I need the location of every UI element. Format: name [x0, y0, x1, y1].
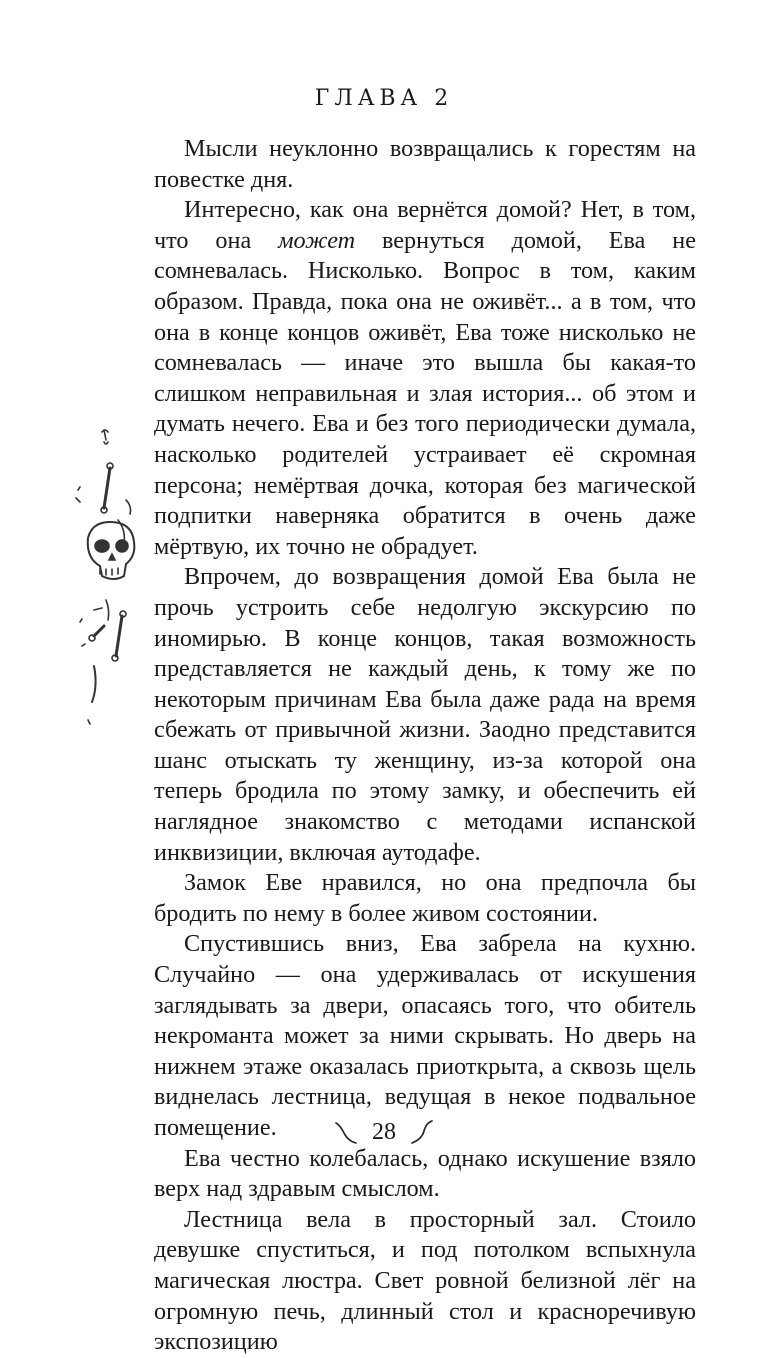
paragraph-part: Интересно, как она вернётся домой? Нет, в том, что она — [154, 196, 696, 254]
left-flourish-icon — [334, 1119, 360, 1145]
paragraph: Лестница вела в просторный зал. Стоило девушке спуститься, и под потолком вспыхнула магическая люстра. Свет ровной белизной лёг на огромную печь, длинный стол и красноречивую экспозицию — [154, 1205, 696, 1356]
right-flourish-icon — [408, 1119, 434, 1145]
paragraph: Спустившись вниз, Ева забрела на кухню. Случайно — она удерживалась от искушения заглядывать за двери, опасаясь того, что обитель некроманта может за ними скрывать. Но дверь на нижнем этаже оказалась приоткрыта, а сквозь щель виднелась лестница, ведущая в некое подвальное помещение. — [154, 930, 696, 1141]
skull-and-bones-icon — [66, 420, 156, 740]
paragraph: Замок Еве нравился, но она предпочла бы бродить по нему в более живом состоянии. — [154, 869, 696, 927]
emphasized-word: может — [278, 226, 356, 254]
paragraph: Мысли неуклонно возвращались к горестям на повестке дня. — [154, 135, 696, 193]
page-number: 28 — [372, 1118, 396, 1145]
page-footer — [0, 1118, 768, 1146]
paragraph — [154, 195, 696, 562]
paragraph-part: вернуться домой, Ева не сомневалась. Нисколько. Вопрос в том, каким образом. Правда, пока она не оживёт... а в том, что она в конце концов оживёт, Ева тоже нисколько не сомневалась — иначе это вышла бы какая-то слишком неправильная и злая история... об этом и думать нечего. Ева и без того периодически думала, насколько родителей устраивает её скромная персона; немёртвая дочка, которая без магической подпитки наверняка обратится в очень даже мёртвую, их точно не обрадует. — [154, 226, 696, 560]
chapter-title: ГЛАВА 2 — [314, 86, 454, 111]
body-text — [154, 134, 696, 1358]
paragraph: Впрочем, до возвращения домой Ева была не прочь устроить себе недолгую экскурсию по иномирью. В конце концов, такая возможность представляется не каждый день, к тому же по некоторым причинам Ева была даже рада на время сбежать от привычной жизни. Заодно представится шанс отыскать ту женщину, из-за которой она теперь бродила по этому замку, и обеспечить ей наглядное знакомство с методами испанской инквизиции, включая аутодафе. — [154, 563, 696, 866]
paragraph: Ева честно колебалась, однако искушение взяло верх над здравым смыслом. — [154, 1144, 696, 1203]
